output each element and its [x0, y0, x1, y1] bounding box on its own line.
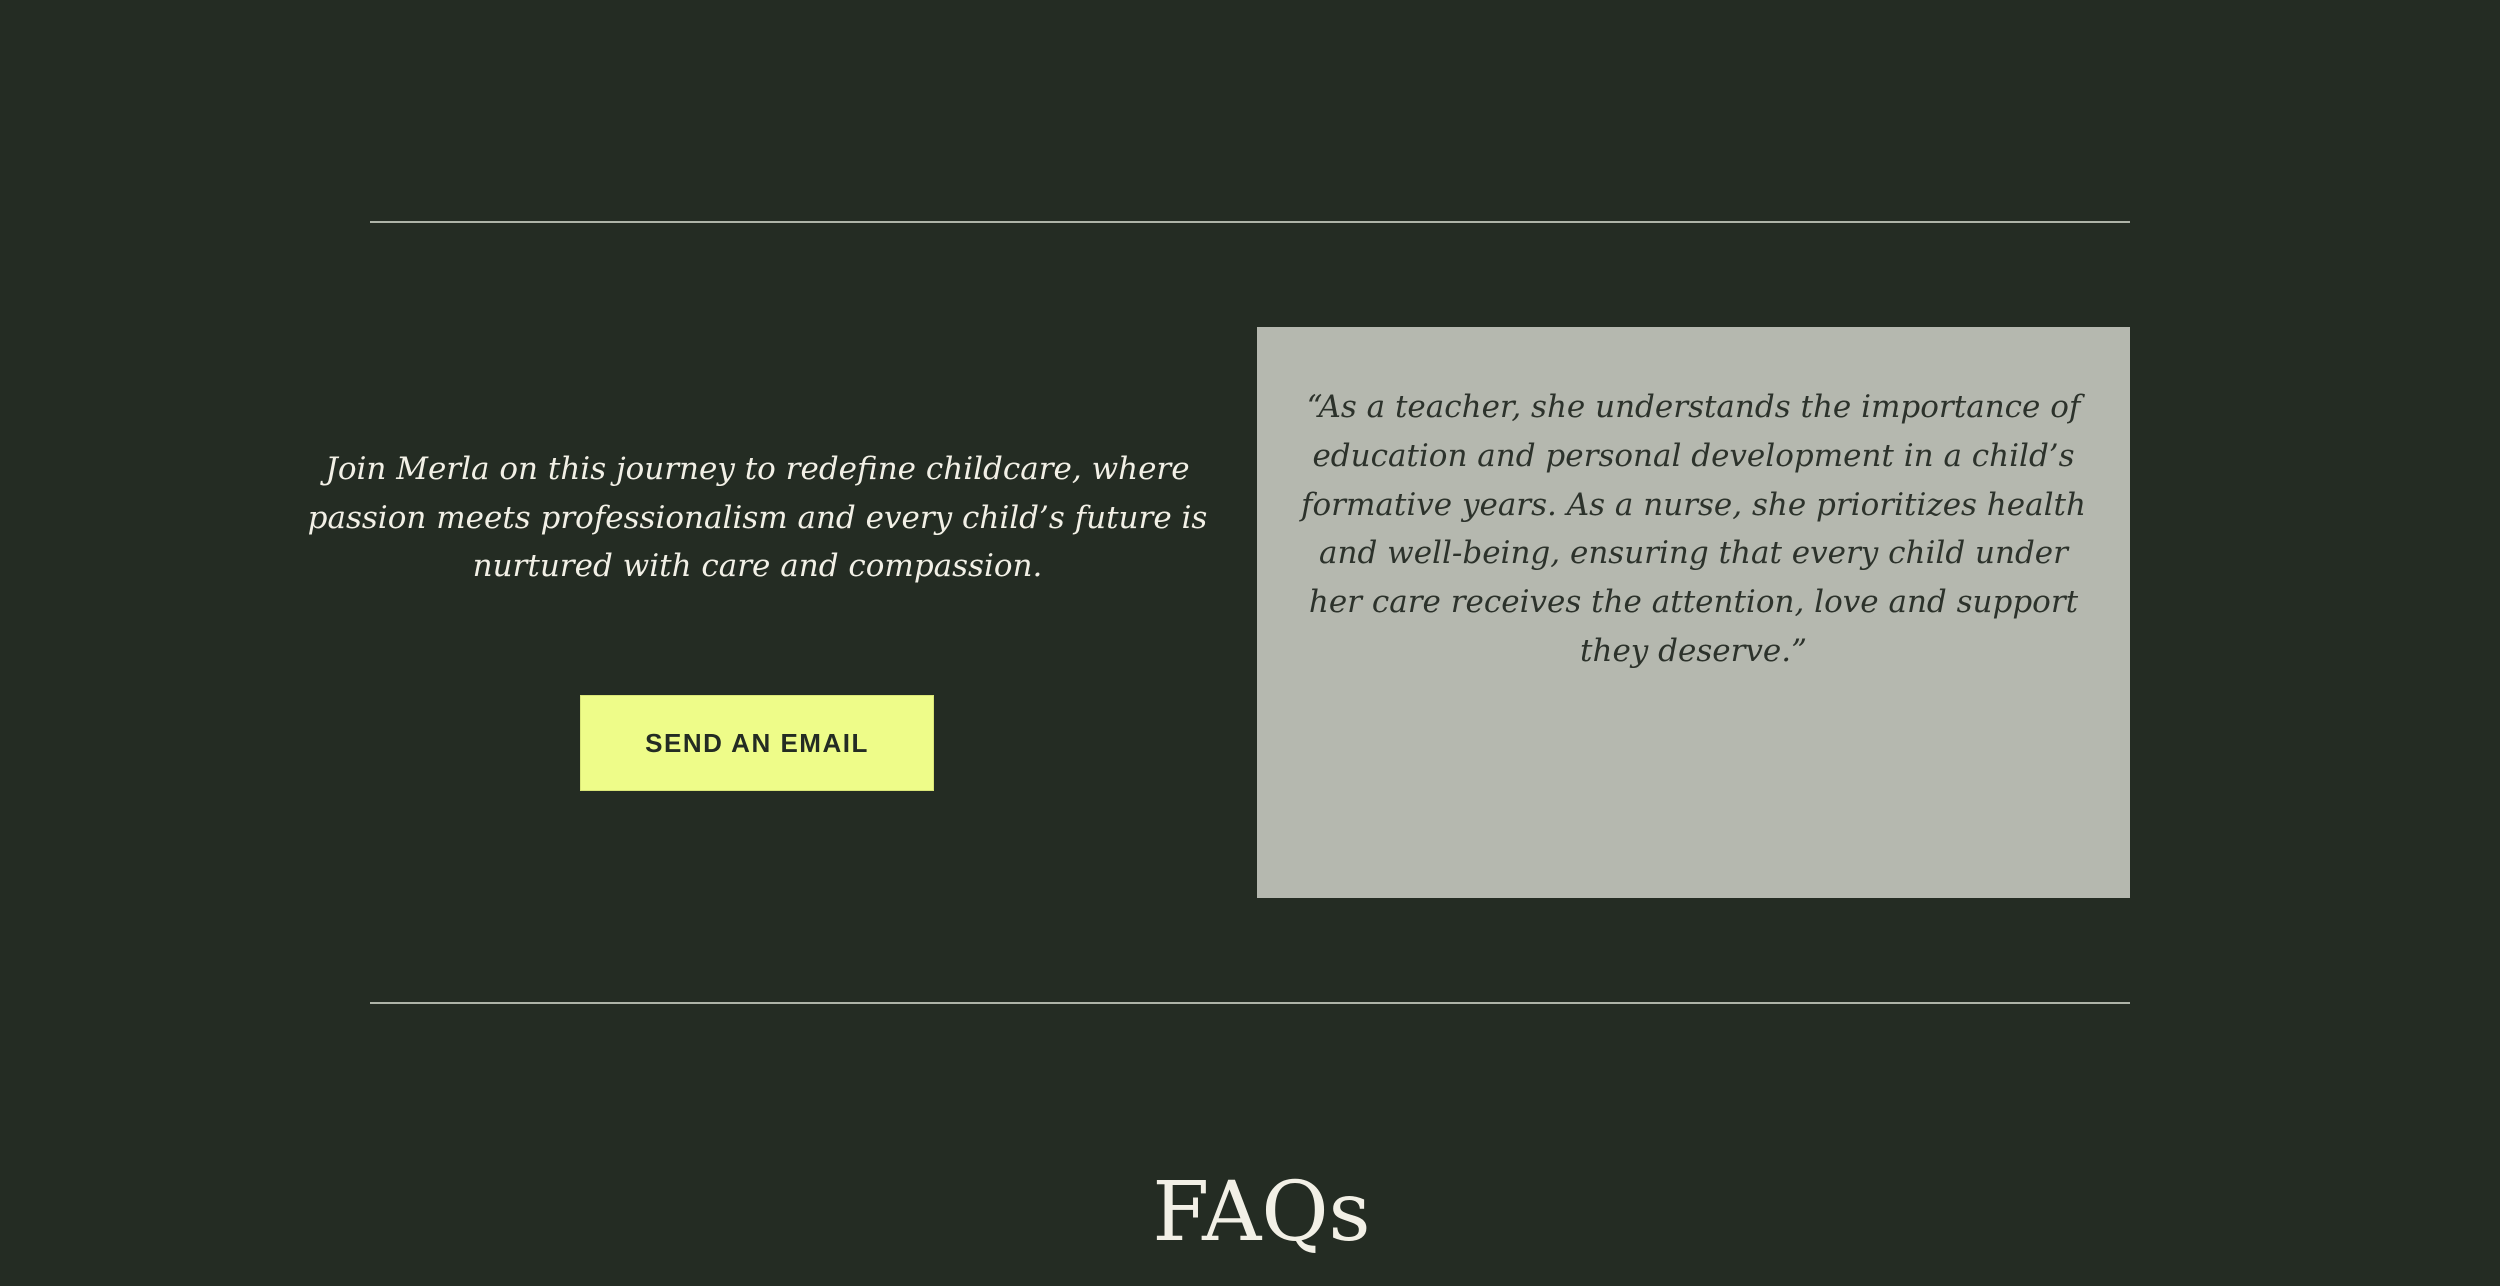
section-divider-bottom [370, 1002, 2130, 1004]
faq-heading: FAQs [1152, 1165, 1371, 1260]
send-email-button[interactable]: SEND AN EMAIL [580, 695, 934, 791]
testimonial-quote: “As a teacher, she understands the importance of education and personal development in a child’s formative years. As a nurse, she prioritizes health and well-being, ensuring that every child under her care receives the attention, love and support they deserve.” [1301, 389, 2086, 669]
testimonial-card [1257, 327, 2130, 898]
cta-intro-text: Join Merla on this journey to redefine childcare, where passion meets professionalism and every child’s future is nurtured with care and compassion. [307, 451, 1208, 584]
section-divider-top [370, 221, 2130, 223]
cta-column [290, 445, 1225, 591]
